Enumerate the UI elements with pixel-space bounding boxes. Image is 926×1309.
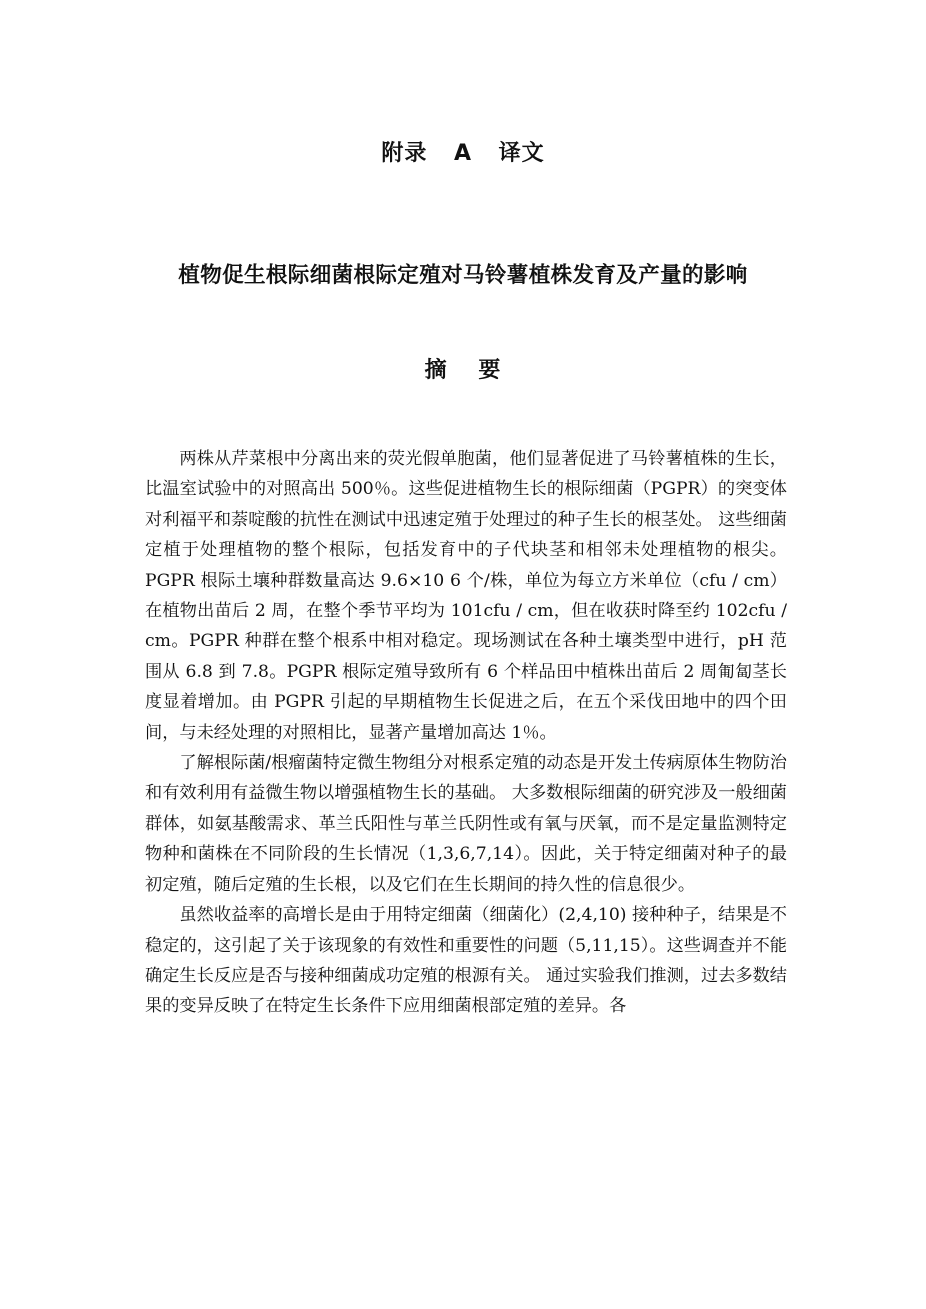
appendix-title: 附录 A 译文 xyxy=(381,141,545,166)
abstract-heading: 摘 要 xyxy=(424,358,502,383)
paragraph-1: 两株从芹菜根中分离出来的荧光假单胞菌，他们显著促进了马铃薯植株的生长，比温室试验中的对照高出 500％。这些促进植物生长的根际细菌（PGPR）的突变体对利福平和萘啶酸的抗性在测试中迅速定殖于处理过的种子生长的根茎处。 这些细菌定植于处理植物的整个根际，包括发育中的子代块茎和相邻未处理植物的根尖。PGPR 根际土壤种群数量高达 9.6×10 6 个/株，单位为每立方米单位（cfu / cm）在植物出苗后 2 周，在整个季节平均为 101cfu / cm，但在收获时降至约 102cfu / cm。PGPR 种群在整个根系中相对稳定。现场测试在各种土壤类型中进行，pH 范围从 6.8 到 7.8。PGPR 根际定殖导致所有 6 个样品田中植株出苗后 2 周匍匐茎长度显着增加。由 PGPR 引起的早期植物生长促进之后，在五个采伐田地中的四个田间，与未经处理的对照相比，显著产量增加高达 1％。 xyxy=(145,449,787,743)
article-title: 植物促生根际细菌根际定殖对马铃薯植株发育及产量的影响 xyxy=(178,263,748,288)
paragraph-2: 了解根际菌/根瘤菌特定微生物组分对根系定殖的动态是开发土传病原体生物防治和有效利用有益微生物以增强植物生长的基础。 大多数根际细菌的研究涉及一般细菌群体，如氨基酸需求、革兰氏阳性与革兰氏阴性或有氧与厌氧，而不是定量监测特定物种和菌株在不同阶段的生长情况（1,3,6,7,14）。因此，关于特定细菌对种子的最初定殖，随后定殖的生长根，以及它们在生长期间的持久性的信息很少。 xyxy=(145,753,787,895)
abstract-body xyxy=(145,444,787,1022)
paragraph-3: 虽然收益率的高增长是由于用特定细菌（细菌化）(2,4,10) 接种种子，结果是不稳定的，这引起了关于该现象的有效性和重要性的问题（5,11,15）。这些调查并不能确定生长反应是否与接种细菌成功定殖的根源有关。 通过实验我们推测，过去多数结果的变异反映了在特定生长条件下应用细菌根部定殖的差异。各 xyxy=(145,905,787,1017)
